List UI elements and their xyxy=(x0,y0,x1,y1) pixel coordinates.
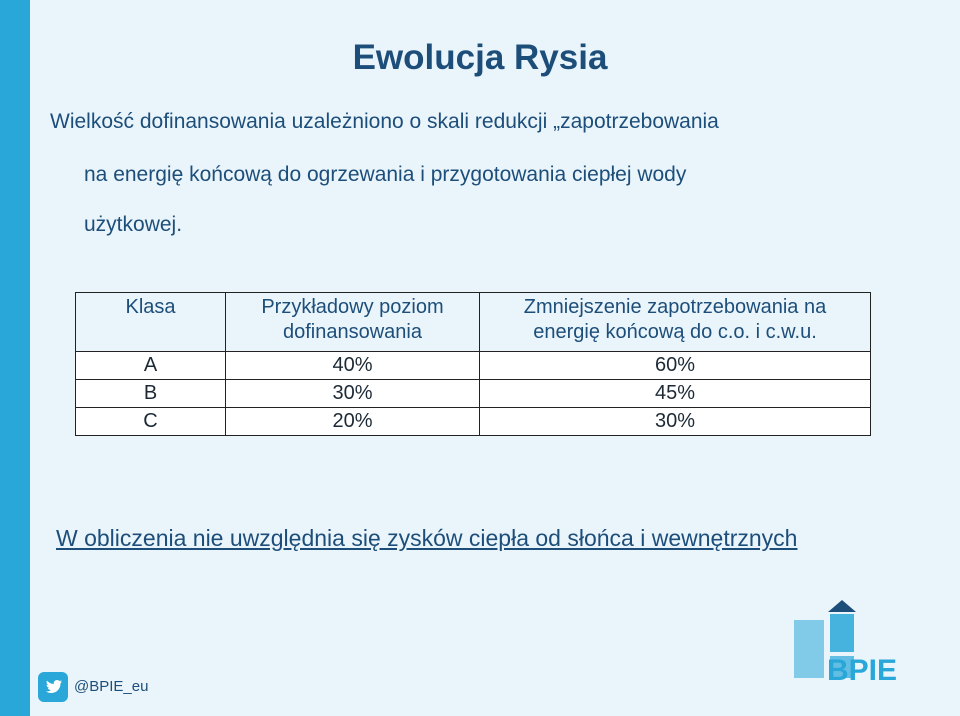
header-demand-reduction: Zmniejszenie zapotrzebowania na energię końcową do c.o. i c.w.u. xyxy=(480,293,871,352)
cell-subsidy: 30% xyxy=(226,380,480,408)
table-row xyxy=(76,408,871,436)
intro-line-3: użytkowej. xyxy=(84,213,183,236)
table-row xyxy=(76,380,871,408)
bpie-logo xyxy=(792,600,912,684)
cell-class: C xyxy=(76,408,226,436)
cell-reduction: 45% xyxy=(480,380,871,408)
cell-subsidy: 20% xyxy=(226,408,480,436)
footnote: W obliczenia nie uwzględnia się zysków ciepła od słońca i wewnętrznych xyxy=(56,525,798,551)
table-header-row xyxy=(76,293,871,352)
table-row xyxy=(76,352,871,380)
twitter-handle[interactable]: @BPIE_eu xyxy=(74,678,149,695)
header-subsidy-level: Przykładowy poziom dofinansowania xyxy=(226,293,480,352)
logo-text: BPIE xyxy=(827,654,898,684)
twitter-bird-icon[interactable] xyxy=(38,672,68,702)
cell-reduction: 30% xyxy=(480,408,871,436)
intro-line-1: Wielkość dofinansowania uzależniono o skali redukcji „zapotrzebowania xyxy=(50,110,719,133)
accent-side-bar xyxy=(0,0,30,716)
slide-title: Ewolucja Rysia xyxy=(352,38,608,77)
intro-line-2: na energię końcową do ogrzewania i przygotowania ciepłej wody xyxy=(84,163,687,186)
cell-class: A xyxy=(76,352,226,380)
header-class: Klasa xyxy=(76,293,226,352)
cell-subsidy: 40% xyxy=(226,352,480,380)
cell-reduction: 60% xyxy=(480,352,871,380)
subsidy-table xyxy=(75,292,871,436)
cell-class: B xyxy=(76,380,226,408)
